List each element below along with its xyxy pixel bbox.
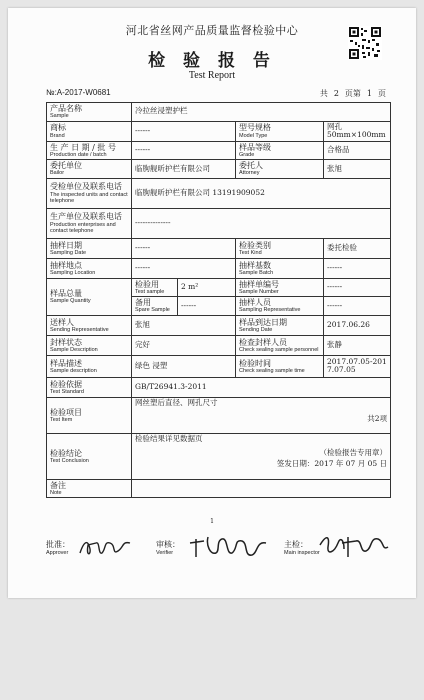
- report-table: [46, 102, 391, 498]
- value-sample: 冷拉丝浸塑护栏: [132, 103, 391, 122]
- value-conclusion: 检验结果详见数据页 （检验报告专用章） 签发日期：2017 年 07 月 05 日: [132, 433, 391, 479]
- value-arrival: 2017.06.26: [324, 315, 391, 335]
- value-spare: ------: [178, 297, 236, 316]
- value-checker: 张静: [324, 335, 391, 355]
- value-sender: 张旭: [132, 315, 236, 335]
- value-seal: 完好: [132, 335, 236, 355]
- main-inspector-signature: [314, 529, 390, 559]
- page-marker: 1: [210, 518, 214, 525]
- value-test-kind: 委托检验: [324, 238, 391, 258]
- approver-signature: [76, 535, 136, 561]
- label-sampling-location: 抽样地点 Sampling Location: [47, 258, 132, 278]
- value-bailor: 临朐舰昕护栏有限公司: [132, 160, 236, 179]
- value-model: 网孔 50mm×100mm: [324, 121, 391, 141]
- issue-date: 签发日期：2017 年 07 月 05 日: [276, 459, 387, 468]
- label-standard: 检验依据 Test Standard: [47, 377, 132, 397]
- label-producer: 生产单位及联系电话 Production enterprises and contact telephone: [47, 208, 132, 238]
- value-test-sample: 2 m²: [178, 278, 236, 297]
- value-brand: ------: [132, 121, 236, 141]
- value-description: 绿色 浸塑: [132, 355, 236, 377]
- label-conclusion: 检验结论 Test Conclusion: [47, 433, 132, 479]
- label-grade: 样品等级 Grade: [236, 141, 324, 160]
- label-description: 样品描述 Sample description: [47, 355, 132, 377]
- value-inspected: 临朐舰昕护栏有限公司 13191909052: [132, 178, 391, 208]
- value-production: ------: [132, 141, 236, 160]
- verifier-signature: [186, 531, 271, 561]
- report-title: 检 验 报 告: [148, 51, 276, 71]
- test-item-count: 共2项: [367, 414, 387, 424]
- qr-code-icon: [348, 26, 382, 60]
- label-sampling-date: 抽样日期 Sampling Date: [47, 238, 132, 258]
- value-standard: GB/T26941.3-2011: [132, 377, 391, 397]
- label-checker: 检查封样人员 Check sealing sample personnel: [236, 335, 324, 355]
- label-test-kind: 检验类别 Test Kind: [236, 238, 324, 258]
- value-sampling-location: ------: [132, 258, 236, 278]
- label-test-item: 检验项目 Test Item: [47, 397, 132, 433]
- label-note: 备注 Note: [47, 479, 132, 498]
- value-sample-number: ------: [324, 278, 391, 297]
- label-inspected: 受检单位及联系电话 The inspected units and contact telephone: [47, 178, 132, 208]
- label-sample: 产品名称 Sample: [47, 103, 132, 122]
- label-test-sample: 检验用 Test sample: [132, 278, 178, 297]
- value-sampling-date: ------: [132, 238, 236, 258]
- label-brand: 商标 Brand: [47, 121, 132, 141]
- label-bailor: 委托单位 Bailor: [47, 160, 132, 179]
- main-inspector-label: 主检： Main inspector: [284, 540, 320, 556]
- label-arrival: 样品到达日期 Sending Date: [236, 315, 324, 335]
- value-attorney: 张旭: [324, 160, 391, 179]
- label-production: 生 产 日 期 / 批 号 Production date / batch: [47, 141, 132, 160]
- page-info: 共 2 页第 1 页: [319, 89, 386, 98]
- signature-row: [46, 535, 390, 559]
- agency-name: 河北省丝网产品质量监督检验中心: [125, 24, 299, 37]
- label-attorney: 委托人 Attorney: [236, 160, 324, 179]
- value-sampling-rep: ------: [324, 297, 391, 316]
- value-sample-batch: ------: [324, 258, 391, 278]
- label-sender: 送样人 Sending Representative: [47, 315, 132, 335]
- label-test-time: 检验时间 Check sealing sample time: [236, 355, 324, 377]
- value-producer: --------------: [132, 208, 391, 238]
- report-number: №:A-2017-W0681: [46, 88, 111, 97]
- report-title-en: Test Report: [188, 70, 236, 81]
- label-sampling-rep: 抽样人员 Sampling Representative: [236, 297, 324, 316]
- stamp-label: （检验报告专用章）: [319, 448, 387, 458]
- value-note: [132, 479, 391, 498]
- label-quantity: 样品总量 Sample Quantity: [47, 278, 132, 315]
- label-sample-batch: 抽样基数 Sample Batch: [236, 258, 324, 278]
- value-grade: 合格品: [324, 141, 391, 160]
- label-model: 型号规格 Model Type: [236, 121, 324, 141]
- approver-label: 批准： Approver: [46, 540, 70, 556]
- value-test-item: 网丝塑后直径、网孔尺寸 共2项: [132, 397, 391, 433]
- report-page: [8, 8, 416, 598]
- label-sample-number: 抽样单编号 Sample Number: [236, 278, 324, 297]
- label-spare: 备用 Spare Sample: [132, 297, 178, 316]
- verifier-label: 审核： Verifier: [156, 540, 180, 556]
- value-test-time: 2017.07.05-2017.07.05: [324, 355, 391, 377]
- label-seal: 封样状态 Sample Description: [47, 335, 132, 355]
